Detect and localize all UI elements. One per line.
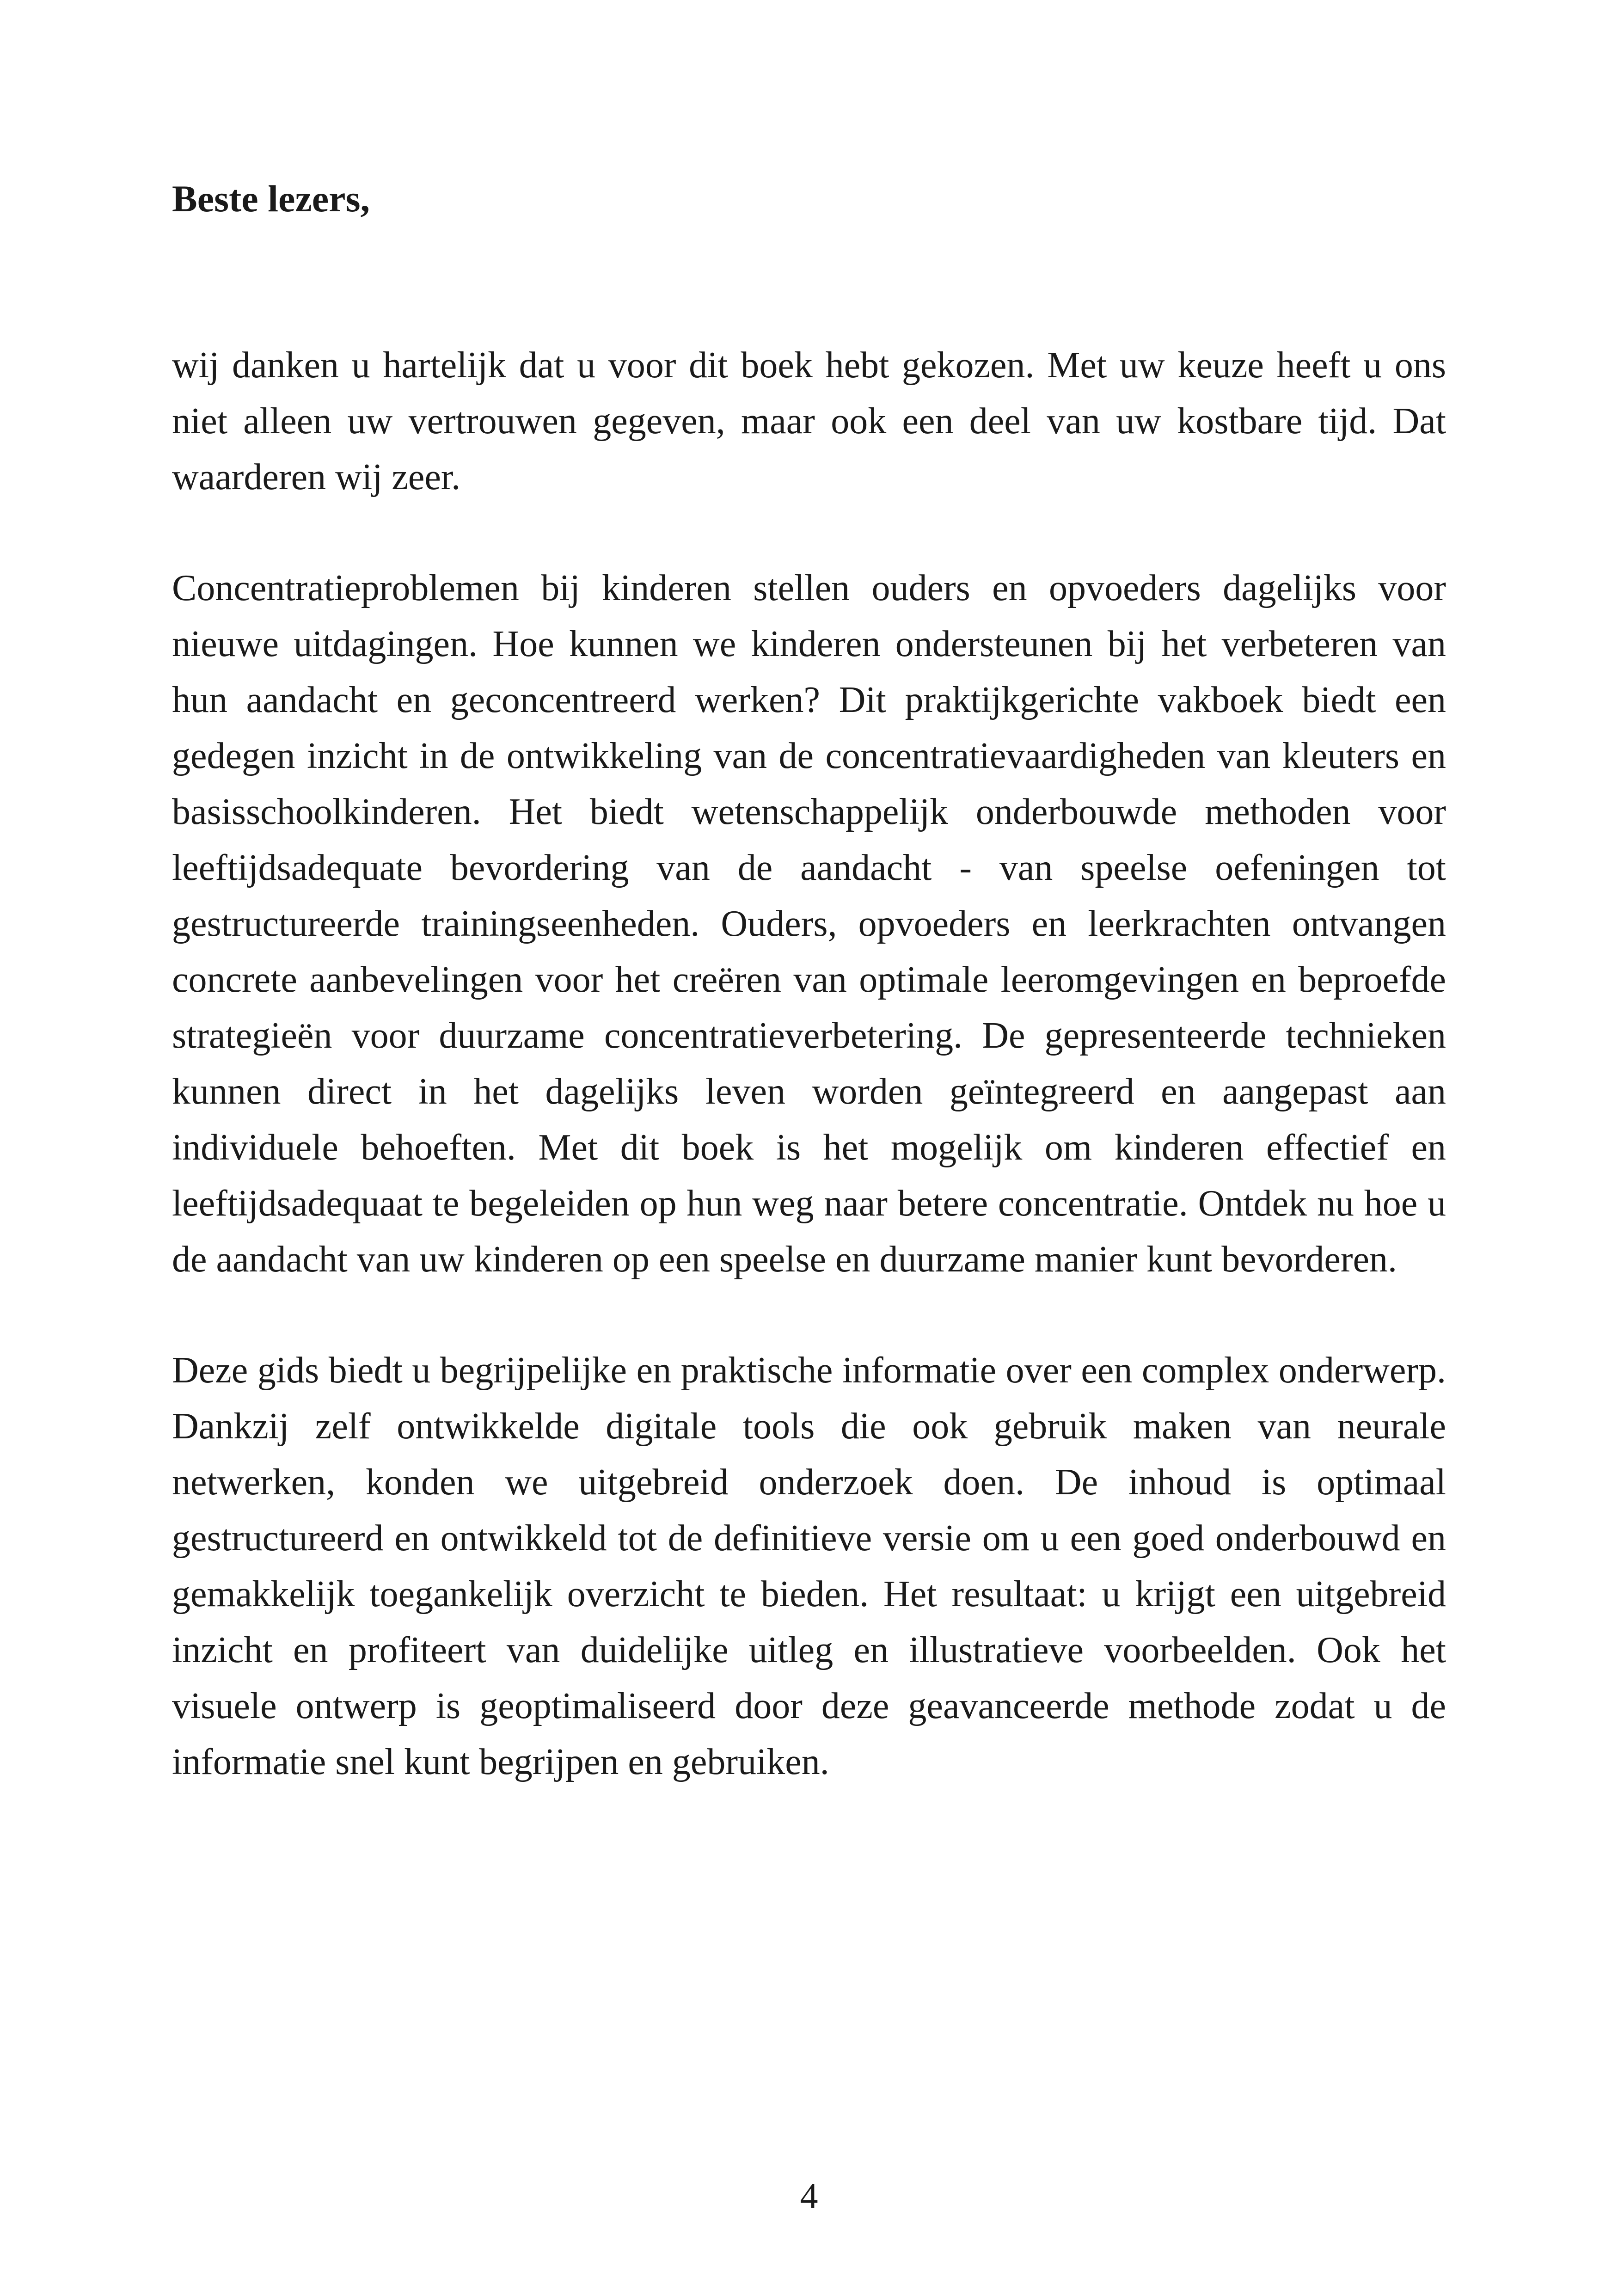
salutation-heading: Beste lezers,: [172, 178, 370, 220]
page-content: [172, 171, 1446, 1790]
page-number: 4: [800, 2176, 818, 2216]
paragraph-concentration: Concentratieproblemen bij kinderen stellen ouders en opvoeders dagelijks voor nieuwe uitdagingen. Hoe kunnen we kinderen ondersteunen bij het verbeteren van hun aandacht en geconcentreerd werken? Dit praktijkgerichte vakboek biedt een gedegen inzicht in de ontwikkeling van de concentratievaardigheden van kleuters en basisschoolkinderen. Het biedt wetenschappelijk onderbouwde methoden voor leeftijdsadequate bevordering van de aandacht - van speelse oefeningen tot gestructureerde trainingseenheden. Ouders, opvoeders en leerkrachten ontvangen concrete aanbevelingen voor het creëren van optimale leeromgevingen en beproefde strategieën voor duurzame concentratieverbetering. De gepresenteerde technieken kunnen direct in het dagelijks leven worden geïntegreerd en aangepast aan individuele behoeften. Met dit boek is het mogelijk om kinderen effectief en leeftijdsadequaat te begeleiden op hun weg naar betere concentratie. Ontdek nu hoe u de aandacht van uw kinderen op een speelse en duurzame manier kunt bevorderen.: [172, 568, 1446, 1280]
paragraph-thanks: wij danken u hartelijk dat u voor dit boek hebt gekozen. Met uw keuze heeft u ons niet alleen uw vertrouwen gegeven, maar ook een deel van uw kostbare tijd. Dat waarderen wij zeer.: [172, 345, 1446, 497]
paragraph-guide: Deze gids biedt u begrijpelijke en praktische informatie over een complex onderwerp. Dankzij zelf ontwikkelde digitale tools die ook gebruik maken van neurale netwerken, konden we uitgebreid onderzoek doen. De inhoud is optimaal gestructureerd en ontwikkeld tot de definitieve versie om u een goed onderbouwd en gemakkelijk toegankelijk overzicht te bieden. Het resultaat: u krijgt een uitgebreid inzicht en profiteert van duidelijke uitleg en illustratieve voorbeelden. Ook het visuele ontwerp is geoptimaliseerd door deze geavanceerde methode zodat u de informatie snel kunt begrijpen en gebruiken.: [172, 1350, 1446, 1782]
